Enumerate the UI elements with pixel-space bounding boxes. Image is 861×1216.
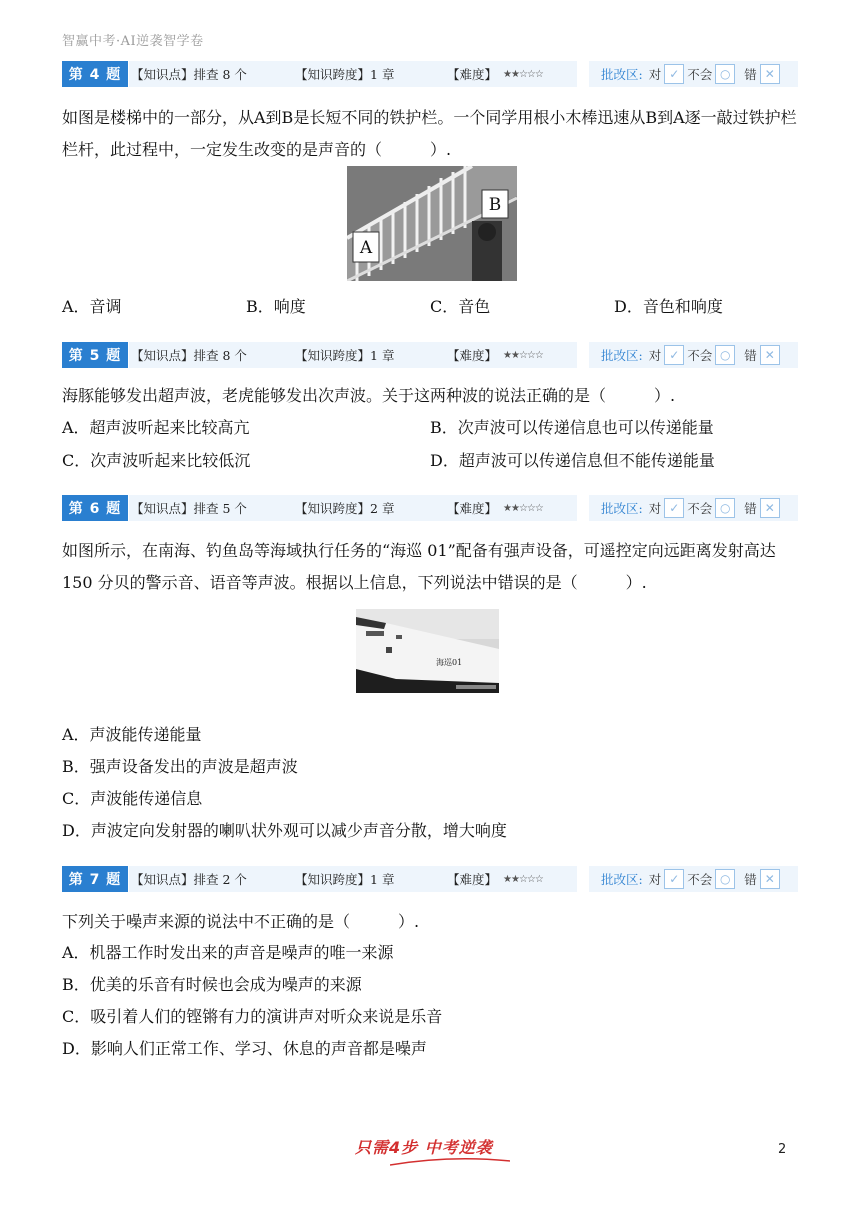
wrong-checkbox[interactable]: ✕	[760, 869, 780, 889]
footer-logo: 只需4步 中考逆袭	[355, 1138, 493, 1157]
question-number: 第 7 题	[62, 866, 128, 892]
wrong-label: 错	[744, 501, 757, 516]
wrong-label: 错	[744, 348, 757, 363]
option-a[interactable]: A．机器工作时发出来的声音是噪声的唯一来源	[62, 943, 394, 962]
difficulty-stars-icon: ★★☆☆☆	[503, 68, 543, 80]
option-c[interactable]: C．音色	[430, 297, 491, 316]
grading-area	[589, 866, 798, 892]
option-d[interactable]: D．影响人们正常工作、学习、休息的声音都是噪声	[62, 1039, 427, 1058]
option-b[interactable]: B．强声设备发出的声波是超声波	[62, 757, 298, 776]
span-value: 1 章	[370, 348, 395, 363]
knowledge-label: 【知识点】	[131, 348, 194, 363]
question-4-bar	[62, 61, 798, 87]
question-number: 第 6 题	[62, 495, 128, 521]
option-b[interactable]: B．次声波可以传递信息也可以传递能量	[430, 418, 714, 437]
difficulty-label: 【难度】	[447, 872, 498, 887]
span-value: 1 章	[370, 67, 395, 82]
knowledge-value: 排查 5 个	[193, 501, 247, 516]
knowledge-label: 【知识点】	[131, 67, 194, 82]
question-meta	[129, 342, 577, 368]
difficulty-stars-icon: ★★☆☆☆	[503, 349, 543, 361]
grading-area	[589, 495, 798, 521]
grading-label: 批改区:	[601, 872, 643, 887]
knowledge-value: 排查 8 个	[193, 67, 247, 82]
page-header: 智赢中考·AI逆袭智学卷	[62, 34, 204, 49]
question-meta	[129, 61, 577, 87]
wrong-checkbox[interactable]: ✕	[760, 64, 780, 84]
footer-logo-swoosh-icon	[390, 1157, 510, 1167]
span-value: 2 章	[370, 501, 395, 516]
stair-railing-image	[347, 166, 517, 281]
label-a: A	[359, 238, 373, 258]
difficulty-stars-icon: ★★☆☆☆	[503, 873, 543, 885]
difficulty-label: 【难度】	[447, 501, 498, 516]
option-d[interactable]: D．声波定向发射器的喇叭状外观可以减少声音分散，增大响度	[62, 821, 507, 840]
correct-checkbox[interactable]: ✓	[664, 869, 684, 889]
unsure-label: 不会	[687, 501, 713, 516]
correct-label: 对	[648, 348, 662, 363]
difficulty-label: 【难度】	[447, 348, 498, 363]
unsure-label: 不会	[687, 67, 713, 82]
grading-label: 批改区:	[601, 348, 643, 363]
unsure-label: 不会	[687, 872, 713, 887]
grading-area	[589, 342, 798, 368]
knowledge-value: 排查 8 个	[193, 348, 247, 363]
unsure-label: 不会	[687, 348, 713, 363]
grading-label: 批改区:	[601, 501, 643, 516]
question-6-stem: 如图所示，在南海、钓鱼岛等海域执行任务的“海巡 01”配备有强声设备，可遥控定向远距离发射高达 150 分贝的警示音、语音等声波。根据以上信息，下列说法中错误的是（ ）.	[62, 541, 776, 592]
span-value: 1 章	[370, 872, 395, 887]
question-number: 第 4 题	[62, 61, 128, 87]
span-label: 【知识跨度】	[295, 872, 371, 887]
correct-checkbox[interactable]: ✓	[664, 498, 684, 518]
knowledge-label: 【知识点】	[131, 872, 194, 887]
unsure-checkbox[interactable]: ○	[715, 498, 735, 518]
question-4-stem: 如图是楼梯中的一部分，从A到B是长短不同的铁护栏。一个同学用根小木棒迅速从B到A逐一敲过铁护栏栏杆，此过程中，一定发生改变的是声音的（ ）.	[62, 108, 797, 159]
unsure-checkbox[interactable]: ○	[715, 869, 735, 889]
unsure-checkbox[interactable]: ○	[715, 345, 735, 365]
option-a[interactable]: A．声波能传递能量	[62, 725, 202, 744]
label-b: B	[488, 195, 502, 215]
grading-area	[589, 61, 798, 87]
correct-label: 对	[648, 67, 662, 82]
option-d[interactable]: D．音色和响度	[614, 297, 723, 316]
question-meta	[129, 866, 577, 892]
wrong-checkbox[interactable]: ✕	[760, 498, 780, 518]
span-label: 【知识跨度】	[295, 501, 371, 516]
question-5-stem: 海豚能够发出超声波，老虎能够发出次声波。关于这两种波的说法正确的是（ ）.	[62, 386, 676, 405]
knowledge-label: 【知识点】	[131, 501, 194, 516]
option-d[interactable]: D．超声波可以传递信息但不能传递能量	[430, 451, 715, 470]
option-b[interactable]: B．响度	[246, 297, 306, 316]
correct-checkbox[interactable]: ✓	[664, 345, 684, 365]
correct-checkbox[interactable]: ✓	[664, 64, 684, 84]
question-6-bar	[62, 495, 798, 521]
question-meta	[129, 495, 577, 521]
option-c[interactable]: C．吸引着人们的铿锵有力的演讲声对听众来说是乐音	[62, 1007, 443, 1026]
ship-image	[356, 609, 499, 693]
span-label: 【知识跨度】	[295, 67, 371, 82]
correct-label: 对	[648, 872, 662, 887]
ship-name-text: 海巡01	[436, 658, 463, 667]
option-a[interactable]: A．超声波听起来比较高亢	[62, 418, 250, 437]
question-7-stem: 下列关于噪声来源的说法中不正确的是（ ）.	[62, 912, 420, 931]
page-number: 2	[778, 1142, 787, 1157]
grading-label: 批改区:	[601, 67, 643, 82]
knowledge-value: 排查 2 个	[193, 872, 247, 887]
difficulty-label: 【难度】	[447, 67, 498, 82]
option-b[interactable]: B．优美的乐音有时候也会成为噪声的来源	[62, 975, 362, 994]
option-c[interactable]: C．次声波听起来比较低沉	[62, 451, 251, 470]
question-5-bar	[62, 342, 798, 368]
unsure-checkbox[interactable]: ○	[715, 64, 735, 84]
option-c[interactable]: C．声波能传递信息	[62, 789, 203, 808]
option-a[interactable]: A．音调	[62, 297, 122, 316]
question-number: 第 5 题	[62, 342, 128, 368]
wrong-label: 错	[744, 67, 757, 82]
wrong-checkbox[interactable]: ✕	[760, 345, 780, 365]
correct-label: 对	[648, 501, 662, 516]
wrong-label: 错	[744, 872, 757, 887]
span-label: 【知识跨度】	[295, 348, 371, 363]
difficulty-stars-icon: ★★☆☆☆	[503, 502, 543, 514]
question-7-bar	[62, 866, 798, 892]
